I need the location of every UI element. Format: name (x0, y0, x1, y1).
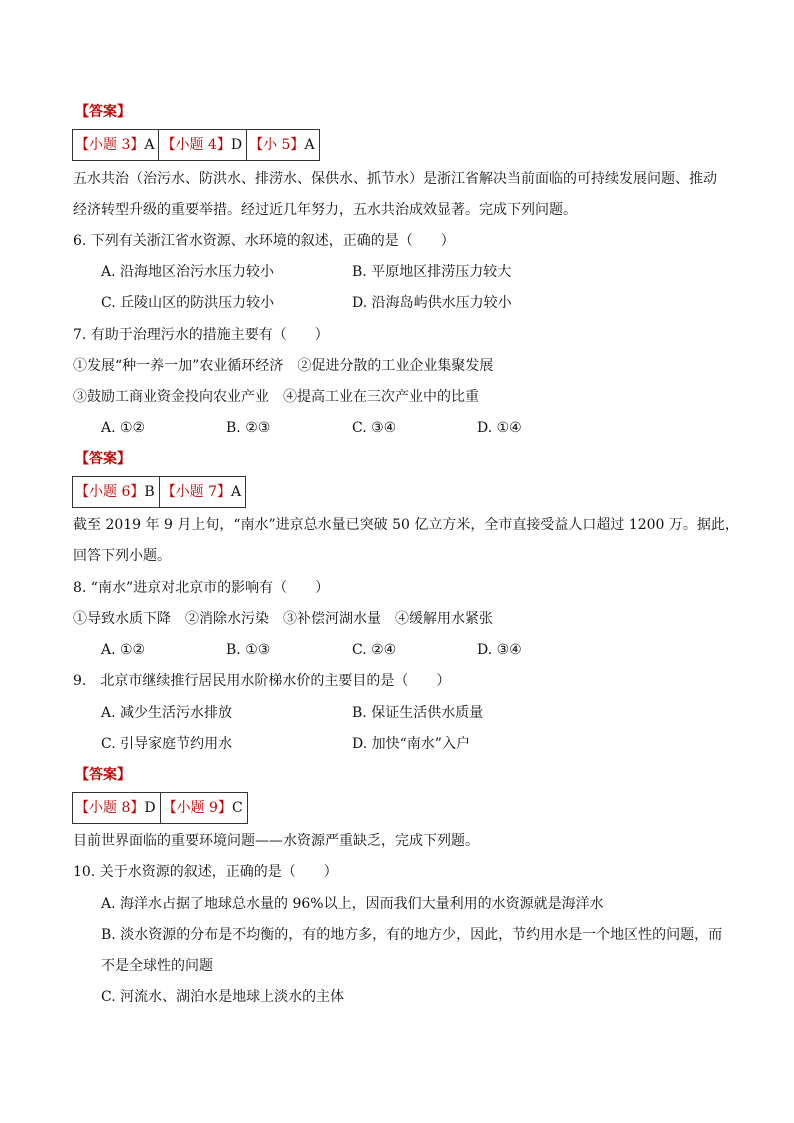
passage-text: 回答下列小题。 (73, 548, 171, 564)
option-a: A. ①② (101, 420, 146, 436)
answer-key: 【小 5】 (249, 137, 305, 153)
answer-value: B (144, 484, 155, 500)
option-c: C. 引导家庭节约用水 (101, 736, 233, 752)
option-c: C. 丘陵山区的防洪压力较小 (101, 295, 275, 311)
answer-label: 【答案】 (75, 451, 131, 467)
option-c: C. ②④ (352, 642, 397, 658)
answer-cell (73, 130, 159, 160)
answer-key: 【小题 4】 (161, 137, 231, 153)
passage-text: 截至 2019 年 9 月上旬，“南水”进京总水量已突破 50 亿立方米，全市直接受益人口超过 1200 万。据此， (73, 517, 739, 533)
option-a: A. 沿海地区治污水压力较小 (101, 264, 275, 280)
option-b: B. ①③ (226, 642, 271, 658)
answer-value: D (230, 137, 243, 153)
option-c: C. ③④ (352, 420, 397, 436)
option-a: A. 减少生活污水排放 (101, 705, 233, 721)
option-b: B. 淡水资源的分布是不均衡的，有的地方多，有的地方少，因此，节约用水是一个地区性的问题，而 (101, 927, 723, 943)
question-stem: 7. 有助于治理污水的措施主要有（ ） (73, 327, 329, 343)
option-b-continued: 不是全球性的问题 (101, 958, 213, 974)
answer-key: 【小题 9】 (162, 800, 232, 816)
answer-label: 【答案】 (75, 104, 131, 120)
passage-text: 经济转型升级的重要举措。经过近几年努力，五水共治成效显著。完成下列问题。 (73, 202, 577, 218)
option-d: D. ③④ (477, 642, 522, 658)
option-c: C. 河流水、湖泊水是地球上淡水的主体 (101, 989, 345, 1005)
question-items: ①发展“种一养一加”农业循环经济 ②促进分散的工业企业集聚发展 (73, 358, 494, 374)
question-items: ③鼓励工商业资金投向农业产业 ④提高工业在三次产业中的比重 (73, 389, 479, 405)
answer-cell (161, 793, 247, 823)
answer-value: D (144, 800, 156, 816)
question-stem: 9. 北京市继续推行居民用水阶梯水价的主要目的是（ ） (73, 673, 451, 689)
option-d: D. 加快“南水”入户 (352, 736, 470, 752)
answer-table (72, 476, 246, 508)
passage-text: 目前世界面临的重要环境问题——水资源严重缺乏，完成下列题。 (73, 833, 479, 849)
answer-value: A (231, 484, 242, 500)
answer-value: C (231, 800, 243, 816)
answer-label: 【答案】 (75, 767, 131, 783)
option-b: B. 平原地区排涝压力较大 (352, 264, 512, 280)
question-items: ①导致水质下降 ②消除水污染 ③补偿河湖水量 ④缓解用水紧张 (73, 611, 493, 627)
option-d: D. ①④ (477, 420, 522, 436)
option-b: B. ②③ (226, 420, 271, 436)
answer-table (72, 129, 320, 161)
question-stem: 10. 关于水资源的叙述，正确的是（ ） (73, 864, 338, 880)
option-a: A. 海洋水占据了地球总水量的 96%以上，因而我们大量利用的水资源就是海洋水 (101, 896, 604, 912)
answer-cell (73, 477, 160, 507)
answer-cell (159, 130, 247, 160)
answer-table (72, 792, 248, 824)
answer-value: A (304, 137, 315, 153)
answer-cell (247, 130, 318, 160)
answer-key: 【小题 3】 (75, 137, 145, 153)
passage-text: 五水共治（治污水、防洪水、排涝水、保供水、抓节水）是浙江省解决当前面临的可持续发展问题、推动 (73, 171, 717, 187)
answer-key: 【小题 6】 (75, 484, 145, 500)
answer-key: 【小题 8】 (75, 800, 145, 816)
question-stem: 6. 下列有关浙江省水资源、水环境的叙述，正确的是（ ） (73, 233, 455, 249)
answer-value: A (144, 137, 155, 153)
question-stem: 8. “南水”进京对北京市的影响有（ ） (73, 580, 330, 596)
option-b: B. 保证生活供水质量 (352, 705, 484, 721)
option-a: A. ①② (101, 642, 146, 658)
answer-cell (73, 793, 161, 823)
answer-cell (160, 477, 245, 507)
answer-key: 【小题 7】 (161, 484, 232, 500)
option-d: D. 沿海岛屿供水压力较小 (352, 295, 512, 311)
